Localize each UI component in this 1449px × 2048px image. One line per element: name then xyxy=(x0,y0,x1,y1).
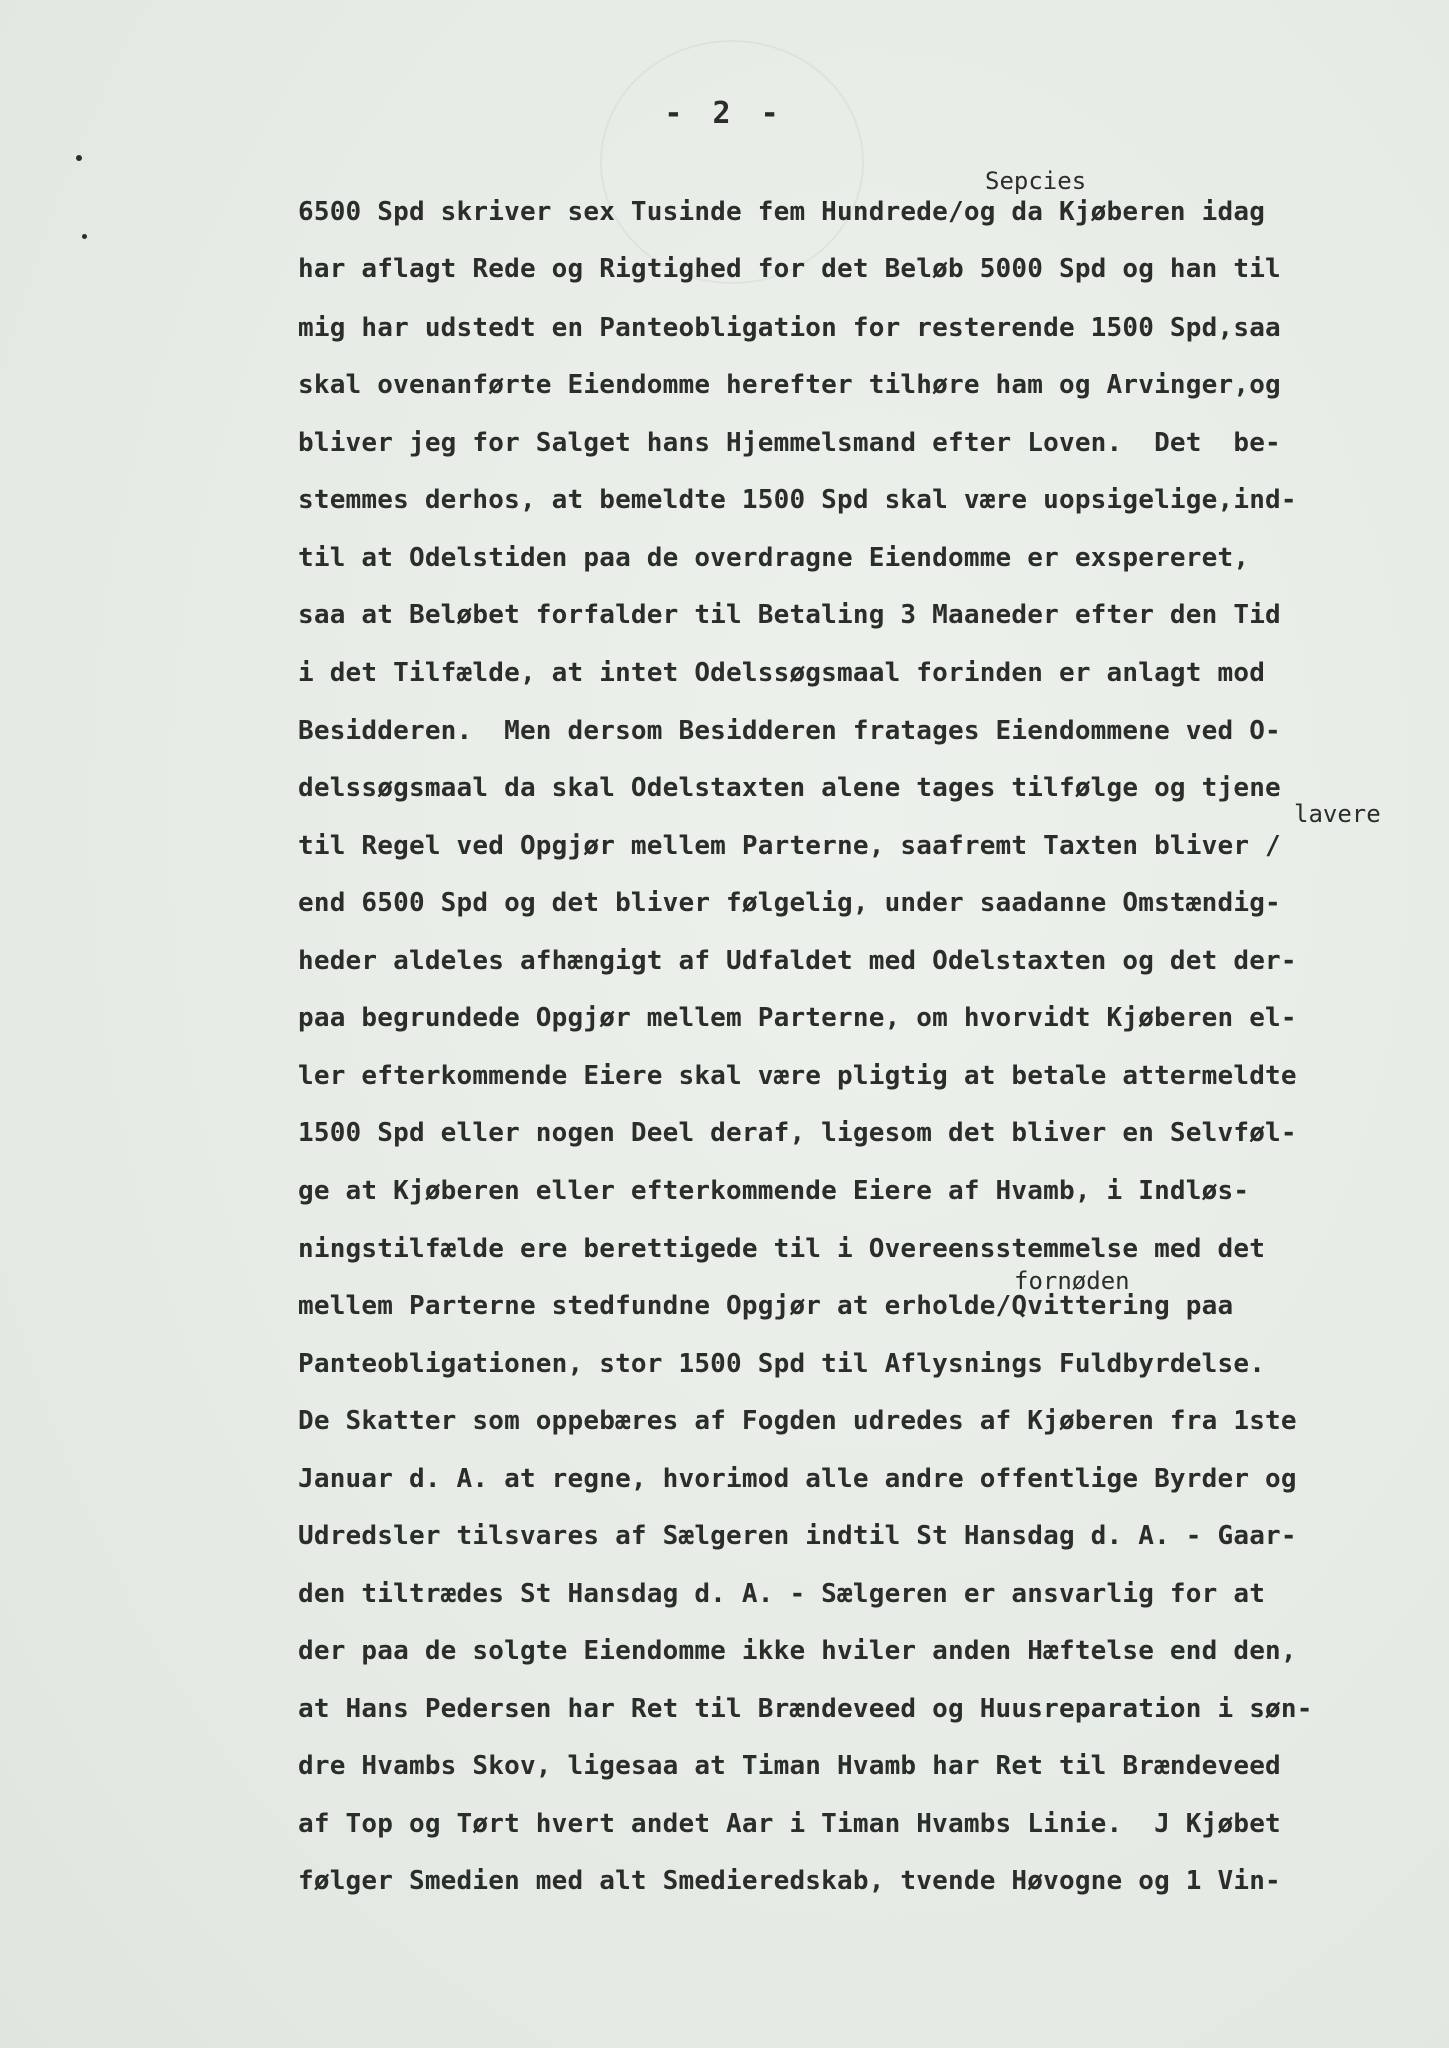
text-line: i det Tilfælde, at intet Odelssøgsmaal forinden er anlagt mod xyxy=(298,658,1266,688)
page-number: - 2 - xyxy=(664,96,785,131)
text-line: til at Odelstiden paa de overdragne Eiendomme er exspereret, xyxy=(298,543,1250,573)
interlinear-insertion: fornøden xyxy=(1014,1267,1130,1295)
text-line: delssøgsmaal da skal Odelstaxten alene tages tilfølge og tjene xyxy=(298,773,1281,803)
text-line: ge at Kjøberen eller efterkommende Eiere af Hvamb, i Indløs- xyxy=(298,1176,1250,1206)
text-line: ler efterkommende Eiere skal være pligtig at betale attermeldte xyxy=(298,1061,1297,1091)
text-line: Panteobligationen, stor 1500 Spd til Aflysnings Fuldbyrdelse. xyxy=(298,1349,1266,1379)
text-line: til Regel ved Opgjør mellem Parterne, saafremt Taxten bliver / xyxy=(298,831,1281,861)
text-line: De Skatter som oppebæres af Fogden udredes af Kjøberen fra 1ste xyxy=(298,1406,1297,1436)
text-line: følger Smedien med alt Smedieredskab, tvende Høvogne og 1 Vin- xyxy=(298,1866,1281,1896)
text-line: har aflagt Rede og Rigtighed for det Beløb 5000 Spd og han til xyxy=(298,254,1281,284)
text-line: dre Hvambs Skov, ligesaa at Timan Hvamb har Ret til Brændeveed xyxy=(298,1751,1281,1781)
text-line: den tiltrædes St Hansdag d. A. - Sælgeren er ansvarlig for at xyxy=(298,1579,1266,1609)
interlinear-insertion: Sepcies xyxy=(985,167,1087,195)
text-line: stemmes derhos, at bemeldte 1500 Spd skal være uopsigelige,ind- xyxy=(298,485,1297,515)
text-line: Udredsler tilsvares af Sælgeren indtil St Hansdag d. A. - Gaar- xyxy=(298,1521,1297,1551)
text-line: at Hans Pedersen har Ret til Brændeveed og Huusreparation i søn- xyxy=(298,1694,1313,1724)
text-line: 1500 Spd eller nogen Deel deraf, ligesom det bliver en Selvføl- xyxy=(298,1118,1297,1148)
text-line: 6500 Spd skriver sex Tusinde fem Hundrede/og da Kjøberen idag xyxy=(298,197,1266,227)
text-line: mellem Parterne stedfundne Opgjør at erholde/Qvittering paa xyxy=(298,1291,1234,1321)
interlinear-insertion: lavere xyxy=(1294,800,1381,828)
margin-dot xyxy=(76,155,82,161)
text-line: mig har udstedt en Panteobligation for resterende 1500 Spd,saa xyxy=(298,313,1281,343)
text-line: heder aldeles afhængigt af Udfaldet med Odelstaxten og det der- xyxy=(298,946,1297,976)
text-line: Besidderen. Men dersom Besidderen fratages Eiendommene ved O- xyxy=(298,716,1281,746)
text-line: af Top og Tørt hvert andet Aar i Timan Hvambs Linie. J Kjøbet xyxy=(298,1809,1281,1839)
text-line: paa begrundede Opgjør mellem Parterne, om hvorvidt Kjøberen el- xyxy=(298,1003,1297,1033)
text-line: saa at Beløbet forfalder til Betaling 3 Maaneder efter den Tid xyxy=(298,600,1281,630)
text-line: der paa de solgte Eiendomme ikke hviler anden Hæftelse end den, xyxy=(298,1636,1297,1666)
text-line: bliver jeg for Salget hans Hjemmelsmand efter Loven. Det be- xyxy=(298,428,1281,458)
margin-dot xyxy=(82,234,87,239)
text-line: Januar d. A. at regne, hvorimod alle andre offentlige Byrder og xyxy=(298,1464,1297,1494)
text-line: skal ovenanførte Eiendomme herefter tilhøre ham og Arvinger,og xyxy=(298,370,1281,400)
text-line: ningstilfælde ere berettigede til i Overeensstemmelse med det xyxy=(298,1234,1266,1264)
faint-stamp-mark xyxy=(600,40,864,284)
text-line: end 6500 Spd og det bliver følgelig, under saadanne Omstændig- xyxy=(298,888,1281,918)
